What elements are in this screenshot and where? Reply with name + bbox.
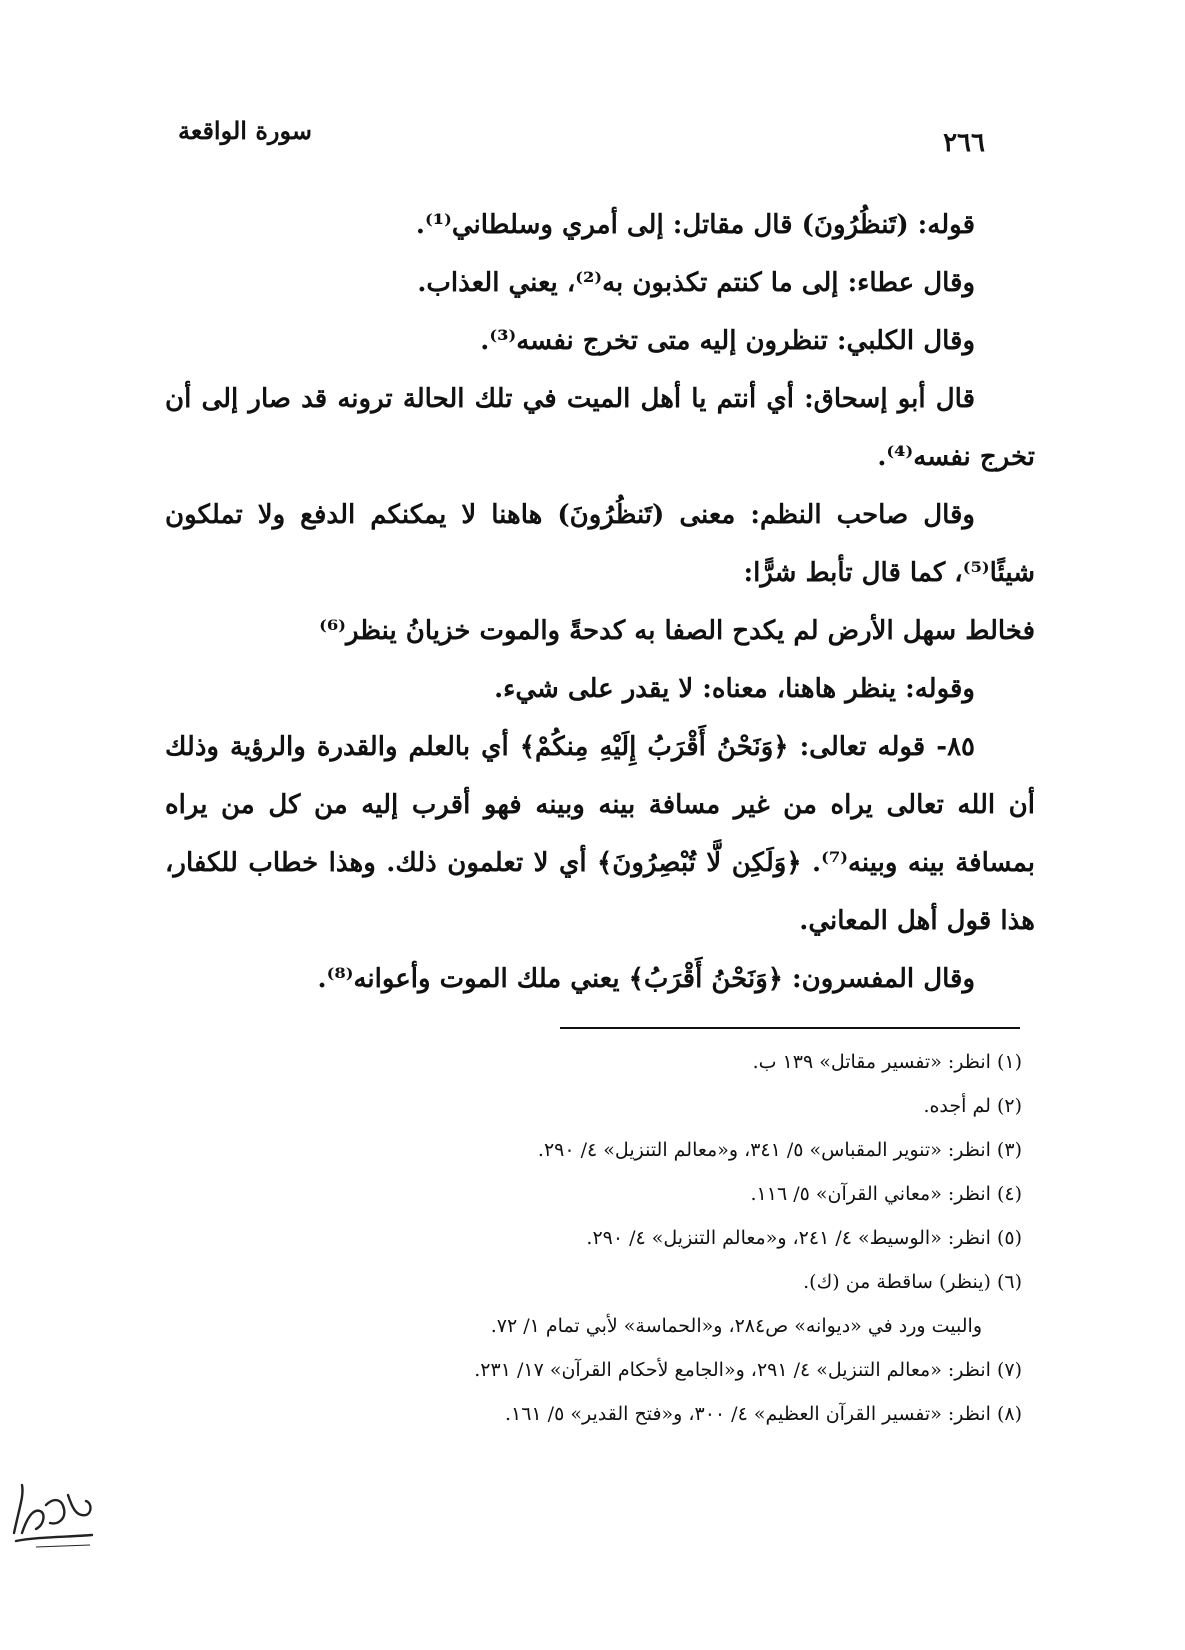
paragraph-2: وقال عطاء: إلى ما كنتم تكذبون به⁽²⁾، يعني العذاب. [417, 268, 975, 298]
footnote-8: (٨) انظر: «تفسير القرآن العظيم» ٤/ ٣٠٠، و«فتح القدير» ٥/ ١٦١. [504, 1403, 1022, 1425]
footnote-7: (٧) انظر: «معالم التنزيل» ٤/ ٢٩١، و«الجامع لأحكام القرآن» ١٧/ ٢٣١. [474, 1359, 1022, 1381]
footnote-4: (٤) انظر: «معاني القرآن» ٥/ ١١٦. [750, 1183, 1022, 1205]
paragraph-4: قال أبو إسحاق: أي أنتم يا أهل الميت في تلك الحالة ترونه قد صار إلى أن تخرج نفسه⁽⁴⁾. [165, 384, 1035, 472]
main-text [165, 196, 1035, 1008]
paragraph-7: ٨٥- قوله تعالى: ﴿وَنَحْنُ أَقْرَبُ إِلَيْهِ مِنكُمْ﴾ أي بالعلم والقدرة والرؤية وذلك أن الله تعالى يراه من غير مسافة بينه وبينه فهو أقرب إليه من كل من يراه بمسافة بينه وبينه⁽⁷⁾. ﴿وَلَكِن لَّا تُبْصِرُونَ﴾ أي لا تعلمون ذلك. وهذا خطاب للكفار، هذا قول أهل المعاني. [165, 732, 1035, 936]
footnote-3: (٣) انظر: «تنوير المقباس» ٥/ ٣٤١، و«معالم التنزيل» ٤/ ٢٩٠. [537, 1139, 1022, 1161]
footnote-2: (٢) لم أجده. [923, 1095, 1022, 1117]
watermark-logo [6, 1475, 98, 1555]
footnote-1: (١) انظر: «تفسير مقاتل» ١٣٩ ب. [752, 1051, 1022, 1073]
poem-verse: فخالط سهل الأرض لم يكدح الصفا به كدحةً والموت خزيانُ ينظر⁽⁶⁾ [319, 616, 1035, 646]
footnotes [202, 1040, 1022, 1436]
footnote-divider [560, 1027, 1020, 1029]
paragraph-5: وقال صاحب النظم: معنى (تَنظُرُونَ) هاهنا لا يمكنكم الدفع ولا تملكون شيئًا⁽⁵⁾، كما قال تأبط شرًّا: [165, 500, 1035, 588]
paragraph-6: وقوله: ينظر هاهنا، معناه: لا يقدر على شيء. [494, 674, 975, 704]
paragraph-3: وقال الكلبي: تنظرون إليه متى تخرج نفسه⁽³⁾. [480, 326, 975, 356]
paragraph-1: قوله: (تَنظُرُونَ) قال مقاتل: إلى أمري وسلطاني⁽¹⁾. [415, 210, 975, 240]
page-number: ٢٦٦ [943, 128, 985, 158]
footnote-6: (٦) (ينظر) ساقطة من (ك). [803, 1271, 1022, 1293]
paragraph-8: وقال المفسرون: ﴿وَنَحْنُ أَقْرَبُ﴾ يعني ملك الموت وأعوانه⁽⁸⁾. [317, 964, 975, 994]
footnote-5: (٥) انظر: «الوسيط» ٤/ ٢٤١، و«معالم التنزيل» ٤/ ٢٩٠. [586, 1227, 1022, 1249]
footnote-6-continuation: والبيت ورد في «ديوانه» ص٢٨٤، و«الحماسة» لأبي تمام ١/ ٧٢. [490, 1315, 982, 1337]
surah-title: سورة الواقعة [178, 116, 312, 145]
